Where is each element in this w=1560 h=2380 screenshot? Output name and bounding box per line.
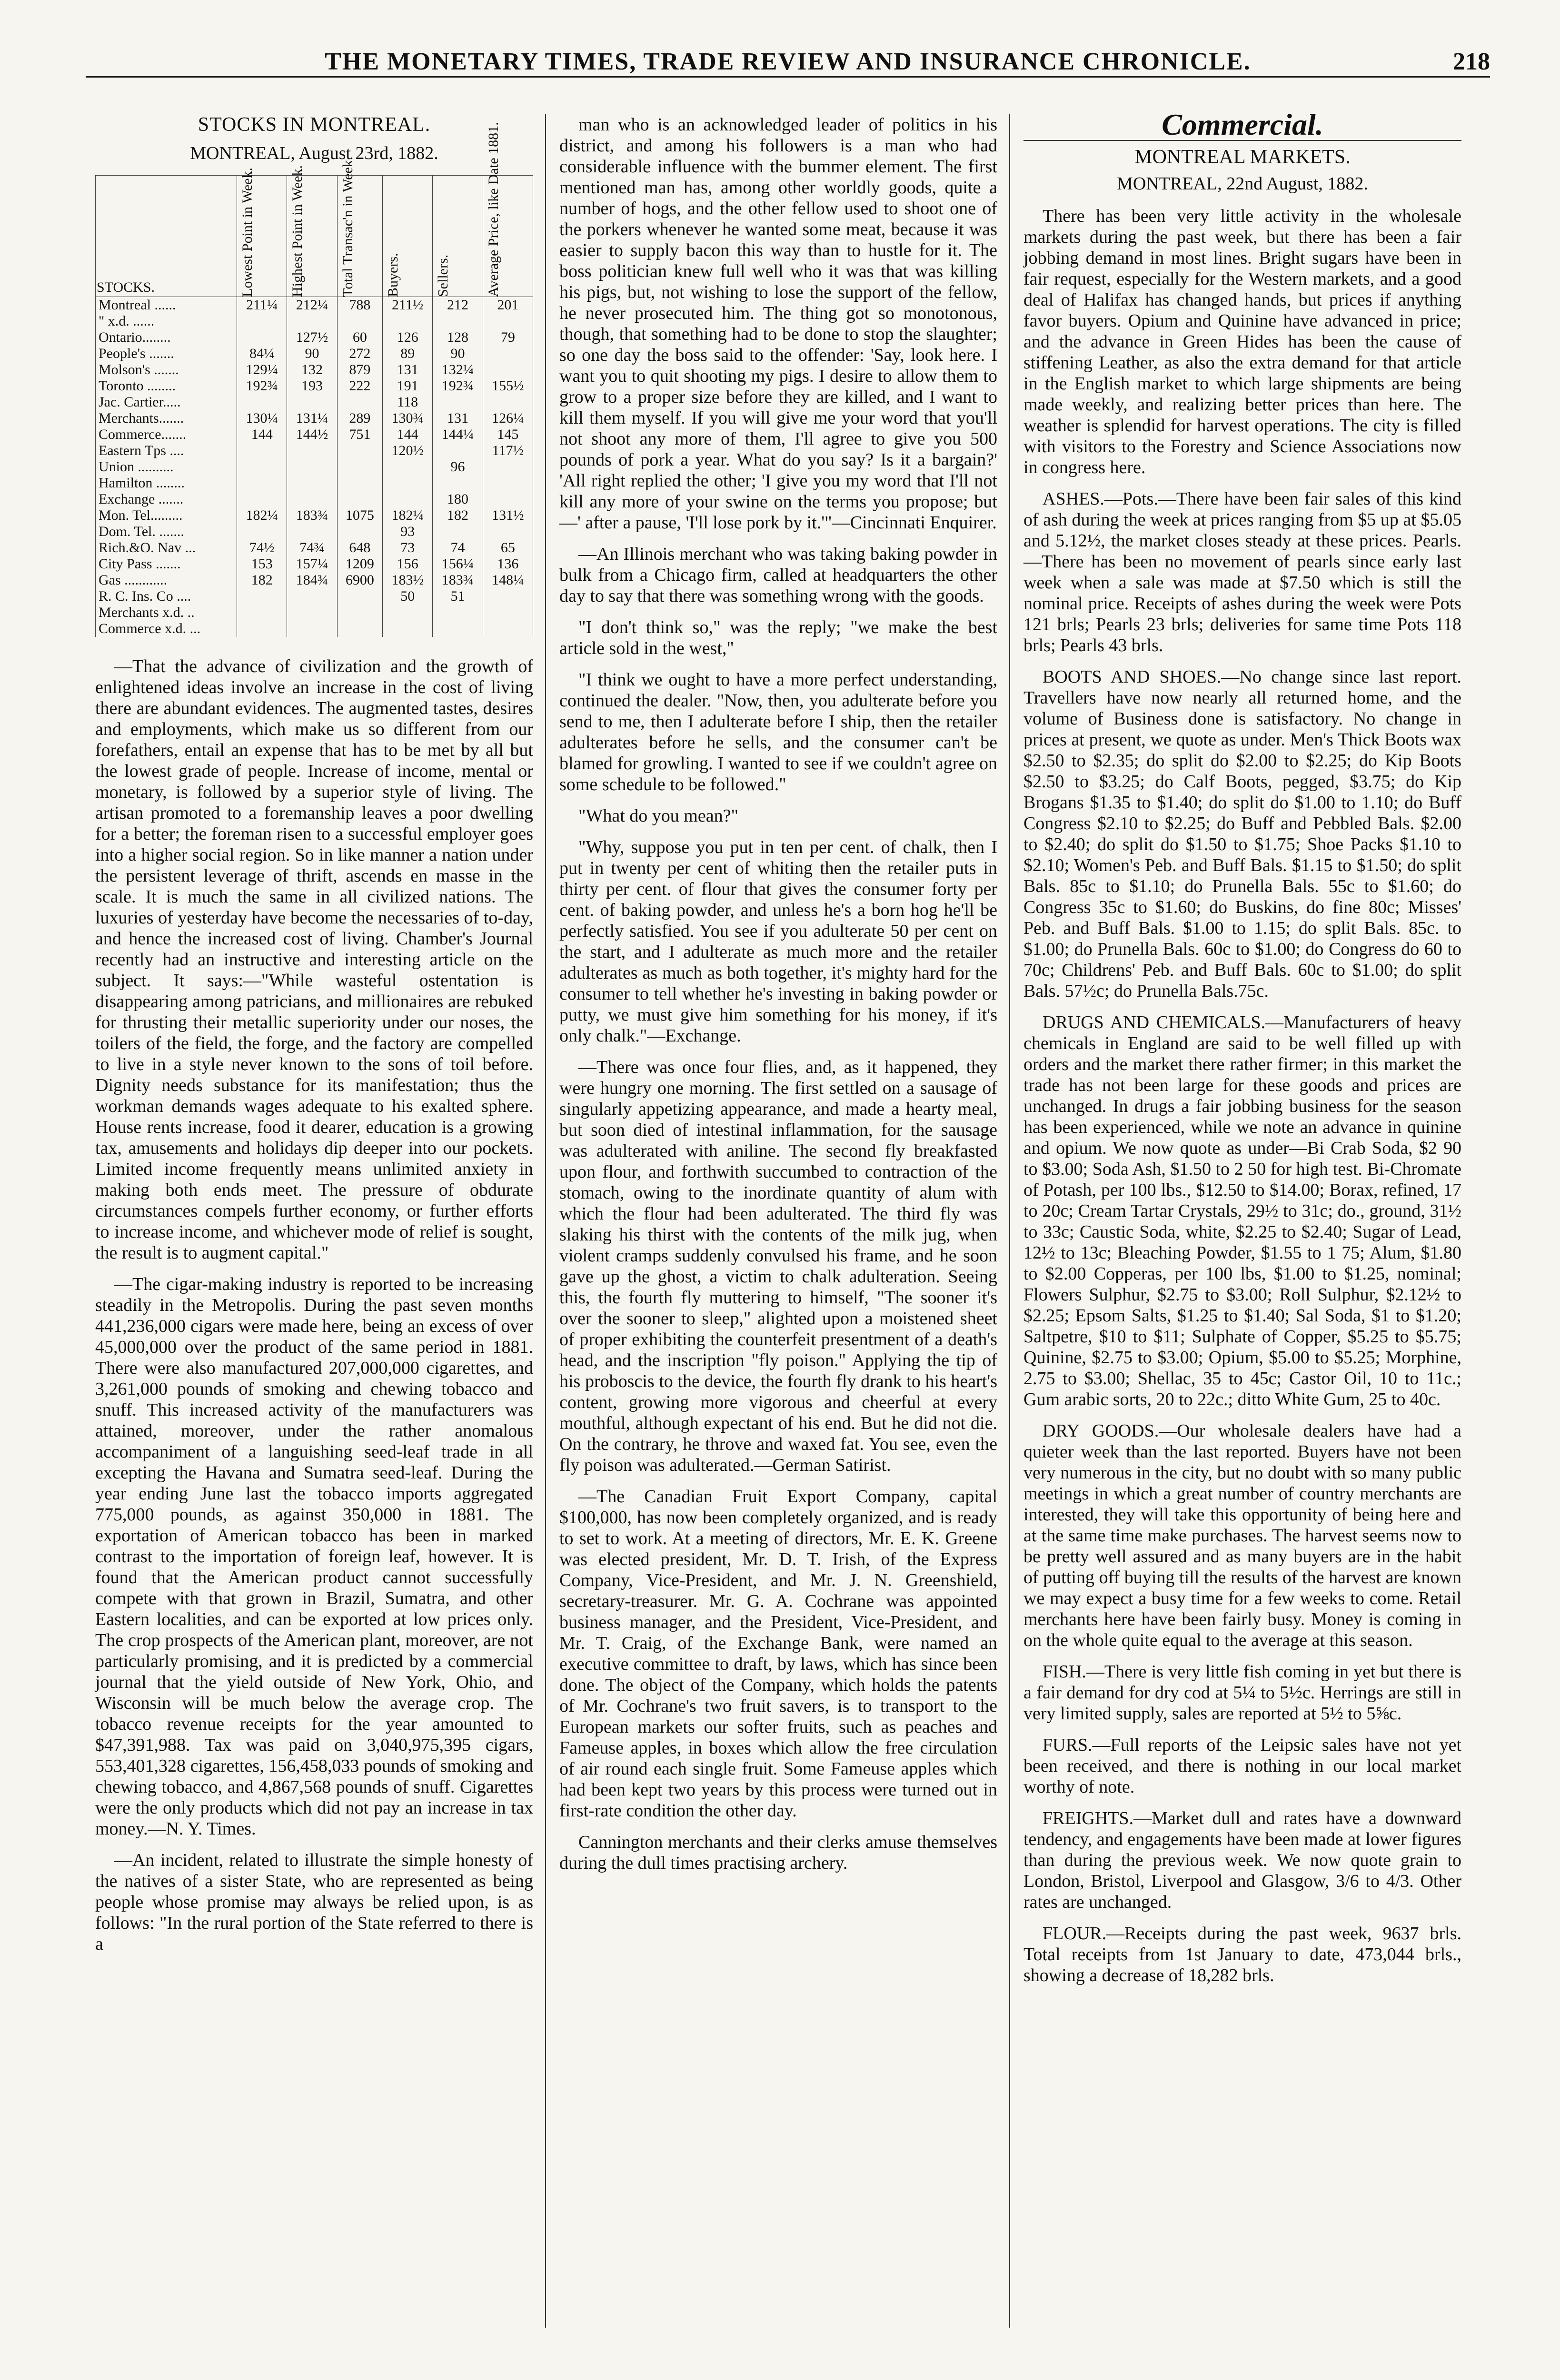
stock-name: Rich.&O. Nav ... (96, 540, 237, 556)
stock-value (237, 394, 287, 410)
commercial-heading: Commercial. (1023, 114, 1461, 141)
stocks-row (96, 588, 533, 605)
stock-value: 183¾ (287, 507, 337, 524)
stock-value: 788 (337, 297, 382, 314)
stock-value (287, 443, 337, 459)
stocks-row (96, 459, 533, 475)
stock-name: Merchants....... (96, 410, 237, 426)
stocks-column-header (383, 176, 433, 297)
stock-value: 156¼ (433, 556, 483, 572)
column-rule (545, 114, 546, 2328)
stocks-row (96, 556, 533, 572)
stock-value (287, 605, 337, 621)
stocks-row (96, 378, 533, 394)
stock-value: 126 (383, 329, 433, 346)
stock-value: 127½ (287, 329, 337, 346)
column-rule (1009, 114, 1010, 2328)
stock-name: Commerce....... (96, 426, 237, 443)
stocks-row (96, 572, 533, 588)
stocks-column-label: Buyers. (385, 253, 401, 297)
stock-value: 93 (383, 524, 433, 540)
stock-value: 96 (433, 459, 483, 475)
stock-value: 60 (337, 329, 382, 346)
publication-title: THE MONETARY TIMES, TRADE REVIEW AND INSURANCE CHRONICLE. (325, 48, 1251, 75)
stock-value: 222 (337, 378, 382, 394)
stock-value (237, 524, 287, 540)
stock-value (337, 524, 382, 540)
stock-value (287, 459, 337, 475)
stock-value: 153 (237, 556, 287, 572)
article-paragraph: DRY GOODS.—Our wholesale dealers have had a quieter week than the last reported. Buyers have not been very numerous in the city, but no doubt with so many public meetings in which a great number of country merchants are interested, they will take this opportunity of being here and at the same time make purchases. The harvest seems now to be pretty well assured and as many buyers are in the habit of putting off buying till the results of the harvest are known we may expect a busy time for a few weeks to come. Retail merchants here have been fairly busy. Money is coming in on the whole quite equal to the average at this season. (1023, 1421, 1461, 1650)
stocks-row (96, 362, 533, 378)
article-paragraph: —That the advance of civilization and the growth of enlightened ideas involve an increase in the cost of living there are abundant evidences. The augmented tastes, desires and employments, which make us so different from our forefathers, entail an expense that has to be met by all but the lowest grade of people. Increase of income, mental or monetary, is followed by a superior style of living. The artisan promoted to a foremanship leaves a poor dwelling for a better; the foreman risen to a successful employer goes into a higher social region. So in like manner a nation under the persistent leverage of thrift, ascends en masse in the scale. It is much the same in all civilized nations. The luxuries of yesterday have become the necessaries of to-day, and hence the increased cost of living. Chamber's Journal recently had an instructive and interesting article on the subject. It says:—"While wasteful ostentation is disappearing among patricians, and millionaires are rebuked for thrusting their metallic superiority under our noses, the toilers of the field, the forge, and the factory are compelled to live in a style never known to the sons of toil before. Dignity needs substance for its manifestation; thus the workman demands wages adequate to his exalted sphere. House rents increase, food it dearer, education is a growing tax, amusements and holidays dip deeper into our pockets. Limited income frequently means unlimited anxiety in making both ends meet. The pressure of obdurate circumstances compels further economy, or further efforts to increase income, and whichever mode of relief is sought, the result is to augment capital." (95, 656, 533, 1263)
stock-value (383, 491, 433, 507)
stock-value: 74 (433, 540, 483, 556)
stocks-column-label: Lowest Point in Week. (239, 167, 256, 297)
stock-name: Montreal ...... (96, 297, 237, 314)
stocks-row (96, 491, 533, 507)
stocks-row (96, 443, 533, 459)
stock-value (287, 313, 337, 329)
stock-value: 90 (433, 346, 483, 362)
stock-value (383, 475, 433, 491)
stock-value (433, 524, 483, 540)
stock-name: R. C. Ins. Co .... (96, 588, 237, 605)
stock-name: Mon. Tel......... (96, 507, 237, 524)
stocks-row (96, 475, 533, 491)
stock-value (337, 443, 382, 459)
stocks-column-label: Sellers. (435, 254, 451, 297)
stock-value (337, 313, 382, 329)
article-paragraph: "I don't think so," was the reply; "we make the best article sold in the west," (559, 617, 997, 658)
stock-value (337, 459, 382, 475)
stock-value (337, 491, 382, 507)
stock-value: 50 (383, 588, 433, 605)
stock-value: 73 (383, 540, 433, 556)
stock-value: 65 (483, 540, 533, 556)
stock-name: People's ....... (96, 346, 237, 362)
stock-value (337, 621, 382, 637)
article-paragraph: FLOUR.—Receipts during the past week, 9637 brls. Total receipts from 1st January to date, 473,044 brls., showing a decrease of 18,282 brls. (1023, 1924, 1461, 1985)
article-paragraph: "Why, suppose you put in ten per cent. of chalk, then I put in twenty per cent of whiting then the retailer puts in thirty per cent. of flour that gives the consumer forty per cent. of baking powder, and unless he's a born hog he'll be perfectly satisfied. You see if you adulterate 50 per cent on the start, and I adulterate as much more and the retailer adulterates as much as both together, it's mighty hard for the consumer to tell whether he's investing in baking powder or putty, we must give him something for his money, if it's only chalk."—Exchange. (559, 837, 997, 1046)
article-paragraph: FREIGHTS.—Market dull and rates have a downward tendency, and engagements have been made at lower figures than during the previous week. We now quote grain to London, Bristol, Liverpool and Glasgow, 3/6 to 4/3. Other rates are unchanged. (1023, 1808, 1461, 1912)
stocks-column-label: Total Transac'n in Week. (339, 156, 356, 297)
article-paragraph: Cannington merchants and their clerks amuse themselves during the dull times practising archery. (559, 1832, 997, 1873)
stock-value (237, 329, 287, 346)
stock-value (337, 605, 382, 621)
article-paragraph: —There was once four flies, and, as it happened, they were hungry one morning. The first settled on a sausage of singularly appetizing appearance, and made a hearty meal, but soon died of intestinal inflammation, for the sausage was adulterated with aniline. The second fly breakfasted upon flour, and forthwith succumbed to contraction of the stomach, owing to the inordinate quantity of alum with which the flour had been adulterated. The third fly was slaking his thirst with the contents of the milk jug, when violent cramps suddenly convulsed his frame, and he soon gave up the ghost, a victim to chalk adulteration. Seeing this, the fourth fly muttering to himself, "The sooner it's over the sooner to sleep," alighted upon a moistened sheet of proper exhibiting the counterfeit presentment of a death's head, and the inscription "fly poison." Applying the tip of his proboscis to the device, the fourth fly drank to his heart's content, growing more vigorous and cheerful at every mouthful, although expectant of his end. But he did not die. On the contrary, he throve and waxed fat. You see, even the fly poison was adulterated.—German Satirist. (559, 1057, 997, 1475)
stock-value: 6900 (337, 572, 382, 588)
stock-value: 74½ (237, 540, 287, 556)
stock-value (337, 394, 382, 410)
stock-value: 272 (337, 346, 382, 362)
stock-value: 89 (383, 346, 433, 362)
stock-value: 879 (337, 362, 382, 378)
stock-value (433, 621, 483, 637)
stock-value: 136 (483, 556, 533, 572)
stock-value: 182¼ (237, 507, 287, 524)
stocks-row (96, 313, 533, 329)
stock-value: 144½ (287, 426, 337, 443)
stock-value: 131 (433, 410, 483, 426)
stocks-row (96, 410, 533, 426)
stock-value (433, 394, 483, 410)
stock-value (337, 588, 382, 605)
stock-value: 211¼ (237, 297, 287, 314)
stocks-column-header (483, 122, 533, 297)
stock-value (237, 313, 287, 329)
stock-value: 192¾ (433, 378, 483, 394)
stocks-title: STOCKS IN MONTREAL. (198, 114, 431, 136)
stock-value: 130¾ (383, 410, 433, 426)
stocks-row (96, 394, 533, 410)
stock-value: 1075 (337, 507, 382, 524)
stocks-column-label: STOCKS. (97, 279, 155, 295)
stock-value: 131¼ (287, 410, 337, 426)
stock-value (237, 459, 287, 475)
markets-dateline: MONTREAL, 22nd August, 1882. (1117, 174, 1368, 194)
stock-value: 79 (483, 329, 533, 346)
article-paragraph: man who is an acknowledged leader of politics in his district, and among his followers is a man who had considerable influence with the bummer element. The first mentioned man has, among other worldly goods, quite a number of hogs, and the other fellow used to shoot one of the porkers whenever he wanted some meat, because it was easier to supply bacon this way than to hustle for it. The boss politician knew full well who it was that was killing his pigs, but, not wishing to lose the support of the fellow, he never prosecuted him. The thing got so monotonous, though, that something had to be done to stop the slaughter; so one day the boss said to the offender: 'Say, look here. I want you to quit shooting my pigs. I desire to allow them to grow to a proper size before they are killed, and I want to kill them myself. If you will give me your word that you'll not shoot any more of them, I'll agree to give you 500 pounds of pork a year. What do you say? Is it a bargain?' 'All right replied the other; 'I give you my word that I'll not kill any more of your swine on the terms you propose; but—' after a pause, 'I'll lose pork by it.'"—Cincinnati Enquirer. (559, 115, 997, 533)
stocks-row (96, 605, 533, 621)
stock-name: Union .......... (96, 459, 237, 475)
article-paragraph: "I think we ought to have a more perfect understanding, continued the dealer. "Now, then, you adulterate before you send to me, then I adulterate before I ship, then the retailer adulterates before he sells, and the consumer can't be blamed for growling. I wanted to see if we couldn't agree on some schedule to be followed." (559, 670, 997, 794)
article-paragraph: —An incident, related to illustrate the simple honesty of the natives of a sister State, who are represented as being people whose promise may always be relied upon, is as follows: "In the rural portion of the State referred to there is a (95, 1850, 533, 1954)
stock-value: 212¼ (287, 297, 337, 314)
article-paragraph: —An Illinois merchant who was taking baking powder in bulk from a Chicago firm, called at headquarters the other day to say that there was something wrong with the goods. (559, 544, 997, 606)
column-2 (559, 114, 997, 1884)
stock-value: 157¼ (287, 556, 337, 572)
stock-value: 128 (433, 329, 483, 346)
article-paragraph: FISH.—There is very little fish coming in yet but there is a fair demand for dry cod at 5¼ to 5½c. Herrings are still in very limited supply, sales are reported at 5½ to 5⅝c. (1023, 1662, 1461, 1724)
stock-value: 144 (237, 426, 287, 443)
stock-value: 182 (433, 507, 483, 524)
stocks-row (96, 524, 533, 540)
article-paragraph: DRUGS AND CHEMICALS.—Manufacturers of heavy chemicals in England are said to be well filled up with orders and the market there rather firmer; in this market the trade has not been large for these goods and prices are unchanged. In drugs a fair jobbing business for the season has been experienced, while we note an advance in quinine and opium. We now quote as under—Bi Crab Soda, $2 90 to $3.00; Soda Ash, $1.50 to 2 50 for high test. Bi-Chromate of Potash, per 100 lbs., $12.50 to $14.00; Borax, refined, 17 to 20c; Cream Tartar Crystals, 29½ to 31c; do., ground, 31½ to 33c; Caustic Soda, white, $2.25 to $2.40; Sugar of Lead, 12½ to 13c; Bleaching Powder, $1.55 to 1 75; Alum, $1.80 to $2.00 Copperas, per 100 lbs, $1.00 to $1.25, nominal; Flowers Sulphur, $2.75 to $3.00; Roll Sulphur, $2.12½ to $2.25; Epsom Salts, $1.25 to $1.40; Sal Soda, $1 to $1.20; Saltpetre, $10 to $11; Sulphate of Copper, $5.25 to $5.75; Quinine, $2.75 to $3.00; Opium, $5.00 to $5.25; Morphine, 2.75 to $3.00; Shellac, 35 to 45c; Castor Oil, 10 to 11c.; Gum arabic sorts, 20 to 22c.; ditto White Gum, 25 to 40c. (1023, 1012, 1461, 1409)
stock-value: 51 (433, 588, 483, 605)
stock-name: Merchants x.d. .. (96, 605, 237, 621)
stock-value (483, 605, 533, 621)
column-1 (95, 114, 533, 1965)
stock-value (237, 605, 287, 621)
stock-value: 117½ (483, 443, 533, 459)
stocks-column-label: Highest Point in Week. (289, 165, 306, 297)
stocks-column-header (96, 176, 237, 297)
stock-value: 751 (337, 426, 382, 443)
stock-value (237, 621, 287, 637)
stock-value: 130¼ (237, 410, 287, 426)
page-header (86, 48, 1490, 78)
stock-value (237, 475, 287, 491)
stocks-column-header (433, 176, 483, 297)
stock-value (287, 475, 337, 491)
stock-value: 131½ (483, 507, 533, 524)
stock-value: 144¼ (433, 426, 483, 443)
stock-value: 182¼ (383, 507, 433, 524)
stock-value (483, 459, 533, 475)
stock-value: 289 (337, 410, 382, 426)
stock-value (237, 443, 287, 459)
stock-value: 184¾ (287, 572, 337, 588)
stock-value: 182 (237, 572, 287, 588)
stock-value: 180 (433, 491, 483, 507)
stocks-row (96, 621, 533, 637)
stocks-column-header (337, 156, 382, 297)
stock-name: Exchange ....... (96, 491, 237, 507)
stock-value (383, 621, 433, 637)
stock-value: 120½ (383, 443, 433, 459)
stock-value: 144 (383, 426, 433, 443)
stocks-column-header (237, 167, 287, 297)
stock-value (483, 362, 533, 378)
stock-value (483, 621, 533, 637)
stock-value: 1209 (337, 556, 382, 572)
article-paragraph: —The cigar-making industry is reported to be increasing steadily in the Metropolis. During the past seven months 441,236,000 cigars were made here, being an excess of over 45,000,000 over the product of the same period in 1881. There were also manufactured 207,000,000 cigarettes, and 3,261,000 pounds of smoking and chewing tobacco and snuff. This increased activity of the manufacturers was attained, moreover, under the rather anomalous accompaniment of a languishing seed-leaf trade in all excepting the Havana and Sumatra seed-leaf. During the year ending June last the tobacco imports aggregated 775,000 pounds, as against 350,000 in 1881. The exportation of American tobacco has been in marked contrast to the importation of foreign leaf, however. It is found that the American product cannot successfully compete with that grown in Brazil, Sumatra, and other Eastern localities, and can be exported at low prices only. The crop prospects of the American plant, moreover, are not particularly promising, and it is predicted by a commercial journal that the yield outside of New York, Ohio, and Wisconsin will be much below the average crop. The tobacco revenue receipts for the year amounted to $47,391,988. Tax was paid on 3,040,975,395 cigars, 553,401,328 cigarettes, 156,458,033 pounds of smoking and chewing tobacco, and 4,867,568 pounds of snuff. Cigarettes were the only products which did not pay an increase in tax money.—N. Y. Times. (95, 1274, 533, 1839)
stock-value: 131 (383, 362, 433, 378)
stock-value: 191 (383, 378, 433, 394)
column-3 (1023, 108, 1461, 1996)
stock-value: 156 (383, 556, 433, 572)
stock-value: 118 (383, 394, 433, 410)
stock-value (337, 475, 382, 491)
stocks-column-label: Average Price, like Date 1881. (485, 122, 501, 297)
stock-value (287, 394, 337, 410)
article-paragraph: "What do you mean?" (578, 806, 738, 826)
stock-value (433, 605, 483, 621)
stocks-row (96, 540, 533, 556)
stock-name: Toronto ........ (96, 378, 237, 394)
stock-value: 126¼ (483, 410, 533, 426)
stock-value: 183½ (383, 572, 433, 588)
stock-value: 648 (337, 540, 382, 556)
stock-value (383, 313, 433, 329)
stock-value: 192¾ (237, 378, 287, 394)
stocks-row (96, 507, 533, 524)
stocks-row (96, 346, 533, 362)
stock-value (287, 621, 337, 637)
stocks-column-header (287, 165, 337, 297)
stock-value (383, 605, 433, 621)
stock-name: " x.d. ...... (96, 313, 237, 329)
stock-value (483, 475, 533, 491)
page-number: 218 (1453, 48, 1490, 75)
stock-value (483, 588, 533, 605)
stock-value (483, 394, 533, 410)
stock-value (237, 491, 287, 507)
stock-value (483, 491, 533, 507)
stock-value (433, 475, 483, 491)
stock-name: Gas ............ (96, 572, 237, 588)
stock-value (237, 588, 287, 605)
stock-value (483, 346, 533, 362)
markets-subtitle: MONTREAL MARKETS. (1134, 146, 1351, 168)
stock-value: 183¾ (433, 572, 483, 588)
stock-value: 155½ (483, 378, 533, 394)
stock-name: Hamilton ........ (96, 475, 237, 491)
stock-value: 132 (287, 362, 337, 378)
stock-value: 212 (433, 297, 483, 314)
stock-value (483, 313, 533, 329)
stock-value: 201 (483, 297, 533, 314)
article-paragraph: FURS.—Full reports of the Leipsic sales have not yet been received, and there is nothing in our local market worthy of note. (1023, 1735, 1461, 1797)
stock-name: Molson's ....... (96, 362, 237, 378)
stock-value: 132¼ (433, 362, 483, 378)
stock-value (433, 313, 483, 329)
stock-value (383, 459, 433, 475)
stocks-row (96, 329, 533, 346)
stocks-dateline: MONTREAL, August 23rd, 1882. (190, 143, 438, 163)
article-paragraph: —The Canadian Fruit Export Company, capital $100,000, has now been completely organized, and is ready to set to work. At a meeting of directors, Mr. E. K. Greene was elected president, Mr. D. T. Irish, of the Express Company, Vice-President, and Mr. J. N. Greenshield, secretary-treasurer. Mr. G. A. Cochrane was appointed business manager, and the President, Vice-President, and Mr. T. Craig, of the Exchange Bank, were named an executive committee to draft, by laws, which has since been done. The object of the Company, which holds the patents of Mr. Cochrane's two fruit savers, is to transport to the European markets our softer fruits, such as peaches and Fameuse apples, in boxes which allow the free circulation of air round each single fruit. Some Fameuse apples which had been kept two years by this process were turned out in first-rate condition the other day. (559, 1487, 997, 1821)
stock-value (287, 524, 337, 540)
stock-value (483, 524, 533, 540)
stock-name: Jac. Cartier..... (96, 394, 237, 410)
article-paragraph: There has been very little activity in the wholesale markets during the past week, but there has been a fair jobbing demand in most lines. Bright sugars have been in fair request, especially for the Western markets, and a good deal of Halifax has changed hands, but prices if anything favor buyers. Opium and Quinine have advanced in price; and the advance in Green Hides has been the cause of stiffening Leather, as also the extra demand for that article in the English market to which large shipments are being made weekly, and realizing better prices than here. The weather is splendid for harvest operations. The city is filled with visitors to the Forestry and Science Associations now in congress here. (1023, 206, 1461, 477)
stock-value (287, 491, 337, 507)
stock-value: 74¾ (287, 540, 337, 556)
stocks-row (96, 297, 533, 314)
stock-value: 90 (287, 346, 337, 362)
stock-name: City Pass ....... (96, 556, 237, 572)
article-paragraph: BOOTS AND SHOES.—No change since last report. Travellers have now nearly all returned home, and the volume of Business done is satisfactory. No change in prices at present, we quote as under. Men's Thick Boots wax $2.50 to $2.35; do split do $2.00 to $2.25; do Kip Boots $2.50 to $3.25; do Calf Boots, pegged, $3.75; do Kip Brogans $1.35 to $1.40; do split do $1.00 to 1.10; do Buff Congress $2.10 to $2.25; do Buff and Pebbled Bals. $2.00 to $2.40; do split do $1.50 to $1.75; Shoe Packs $1.10 to $2.10; Women's Peb. and Buff Bals. $1.15 to $1.50; do split Bals. 85c to $1.10; do Prunella Bals. 55c to $1.60; do Congress 35c to $1.60; do Buskins, do fine 80c; Misses' Peb. and Buff Bals. $1.00 to 1.15; do split Bals. 85c. to $1.00; do Prunella Bals. 60c to $1.00; do Congress do 60 to 70c; Childrens' Peb. and Buff Bals. 60c to $1.00; do split Bals. 57½c; do Prunella Bals.75c. (1023, 667, 1461, 1001)
stocks-row (96, 426, 533, 443)
stock-value: 145 (483, 426, 533, 443)
stock-value (433, 443, 483, 459)
stock-value (287, 588, 337, 605)
stock-name: Ontario........ (96, 329, 237, 346)
stock-value: 84¼ (237, 346, 287, 362)
article-paragraph: ASHES.—Pots.—There have been fair sales of this kind of ash during the week at prices ranging from $5 up at $5.05 and 5.12½, the market closes steady at these prices. Pearls.—There has been no movement of pearls since early last week when a sale was made at $7.50 which is still the nominal price. Receipts of ashes during the week were Pots 121 brls; Pearls 23 brls; deliveries for same time Pots 118 brls; Pearls 43 brls. (1023, 489, 1461, 655)
stock-value: 193 (287, 378, 337, 394)
stock-name: Eastern Tps .... (96, 443, 237, 459)
stock-value: 129¼ (237, 362, 287, 378)
stock-name: Dom. Tel. ....... (96, 524, 237, 540)
stock-value: 148¼ (483, 572, 533, 588)
stock-name: Commerce x.d. ... (96, 621, 237, 637)
stock-value: 211½ (383, 297, 433, 314)
